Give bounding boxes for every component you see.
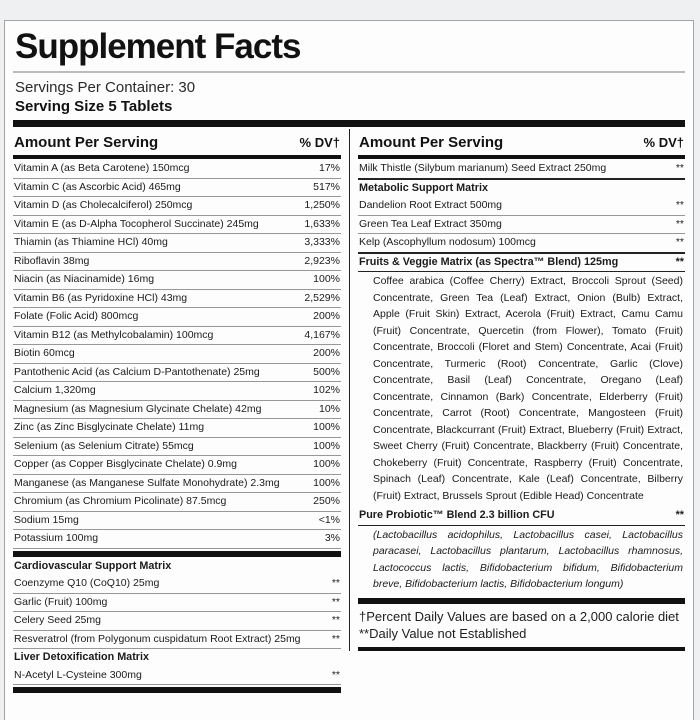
- nutrient-name: Selenium (as Selenium Citrate) 55mcg: [14, 439, 194, 452]
- title-divider: [13, 71, 685, 73]
- daily-value: 1,250%: [304, 199, 340, 211]
- nutrient-row: [358, 160, 685, 180]
- daily-value: 100%: [313, 476, 340, 489]
- nutrient-name: Sodium 15mg: [14, 513, 79, 526]
- daily-value: 500%: [313, 365, 340, 378]
- nutrient-row: [13, 308, 341, 327]
- daily-value: **: [675, 509, 684, 521]
- blend-header-row: [358, 507, 685, 526]
- nutrient-row: [13, 530, 341, 549]
- section-header-row: [13, 558, 341, 576]
- nutrient-name: Resveratrol (from Polygonum cuspidatum Root Extract) 25mg: [14, 632, 301, 645]
- nutrient-name: Kelp (Ascophyllum nodosum) 100mcg: [359, 236, 536, 248]
- daily-value: 2,923%: [304, 254, 340, 267]
- nutrient-name: Vitamin E (as D-Alpha Tocopherol Succinate) 245mg: [14, 217, 259, 230]
- daily-value: 1,633%: [304, 217, 340, 230]
- right-header-bar: [358, 155, 685, 159]
- percent-dv-label: % DV†: [643, 135, 684, 150]
- nutrient-name: Coenzyme Q10 (CoQ10) 25mg: [14, 577, 160, 589]
- nutrient-name: Liver Detoxification Matrix: [14, 651, 149, 663]
- daily-value: 17%: [318, 162, 340, 174]
- daily-value: **: [675, 199, 684, 211]
- daily-value: 100%: [313, 421, 340, 433]
- left-rows: [13, 160, 341, 693]
- daily-value: **: [675, 236, 684, 248]
- daily-value: **: [675, 162, 684, 174]
- nutrient-row: [13, 253, 341, 272]
- nutrient-name: Metabolic Support Matrix: [359, 181, 488, 194]
- nutrient-name: Vitamin C (as Ascorbic Acid) 465mg: [14, 180, 181, 193]
- thick-divider: [13, 687, 341, 693]
- footnote-daily-values: †Percent Daily Values are based on a 2,000 calorie diet: [359, 608, 679, 624]
- daily-value: 100%: [313, 439, 340, 452]
- daily-value: 102%: [313, 384, 340, 396]
- nutrient-name: Chromium (as Chromium Picolinate) 87.5mcg: [14, 495, 227, 507]
- nutrient-row: [13, 493, 341, 512]
- left-column-header: [13, 129, 341, 155]
- daily-value: 3,333%: [304, 236, 340, 248]
- nutrient-row: [358, 234, 685, 254]
- page-title: Supplement Facts: [15, 27, 301, 66]
- daily-value: **: [331, 577, 340, 589]
- facts-columns: [13, 129, 685, 694]
- nutrient-row: [13, 631, 341, 650]
- supplement-facts-panel: [4, 20, 694, 720]
- nutrient-name: Vitamin A (as Beta Carotene) 150mcg: [14, 162, 190, 174]
- blend-ingredients-text: (Lactobacillus acidophilus, Lactobacillus casei, Lactobacillus paracasei, Lactobacillus plantarum, Lactobacillus rhamnosus, Lactococcus lactis, Bifidobacterium bifidum, Bifidobacterium breve, Bifidobacterium lactis, Bifidobacterium longum): [373, 528, 683, 590]
- daily-value: **: [331, 595, 340, 608]
- nutrient-row: [13, 234, 341, 253]
- thick-divider-top: [13, 120, 685, 127]
- nutrient-name: Pantothenic Acid (as Calcium D-Pantothenate) 25mg: [14, 365, 260, 378]
- nutrient-row: [13, 160, 341, 179]
- nutrient-name: Zinc (as Zinc Bisglycinate Chelate) 11mg: [14, 421, 205, 433]
- daily-value: 2,529%: [304, 291, 340, 304]
- nutrient-row: [13, 179, 341, 198]
- nutrient-name: N-Acetyl L-Cysteine 300mg: [14, 668, 142, 681]
- right-column-header: [358, 129, 685, 155]
- amount-per-serving-label: Amount Per Serving: [359, 134, 504, 151]
- daily-value: **: [331, 668, 340, 681]
- nutrient-name: Garlic (Fruit) 100mg: [14, 595, 108, 608]
- nutrient-name: Dandelion Root Extract 500mg: [359, 199, 502, 211]
- right-rows: [358, 160, 685, 596]
- nutrient-name: Manganese (as Manganese Sulfate Monohydrate) 2.3mg: [14, 476, 280, 489]
- nutrient-name: Calcium 1,320mg: [14, 384, 96, 396]
- nutrient-name: Green Tea Leaf Extract 350mg: [359, 217, 502, 230]
- nutrient-row: [13, 575, 341, 594]
- nutrient-row: [13, 290, 341, 309]
- nutrient-row: [13, 401, 341, 420]
- left-column: [13, 129, 349, 694]
- nutrient-row: [13, 438, 341, 457]
- nutrient-row: [13, 475, 341, 494]
- nutrient-row: [13, 197, 341, 216]
- daily-value: 100%: [313, 273, 340, 285]
- daily-value: 200%: [313, 347, 340, 359]
- footnotes: [358, 598, 685, 651]
- serving-size: Serving Size 5 Tablets: [15, 98, 173, 115]
- daily-value: 4,167%: [304, 328, 340, 341]
- nutrient-row: [13, 345, 341, 364]
- blend-header-row: [358, 254, 685, 273]
- nutrient-row: [13, 594, 341, 613]
- daily-value: 10%: [318, 402, 340, 415]
- percent-dv-label: % DV†: [299, 135, 340, 150]
- nutrient-name: Thiamin (as Thiamine HCl) 40mg: [14, 236, 168, 248]
- nutrient-name: Niacin (as Niacinamide) 16mg: [14, 273, 155, 285]
- daily-value: **: [331, 632, 340, 645]
- nutrient-row: [13, 512, 341, 531]
- nutrient-name: Celery Seed 25mg: [14, 614, 101, 626]
- daily-value: 100%: [313, 458, 340, 470]
- footnote-dv-not-established: **Daily Value not Established: [359, 625, 527, 641]
- daily-value: <1%: [318, 513, 340, 526]
- nutrient-row: [358, 216, 685, 235]
- daily-value: 517%: [313, 180, 340, 193]
- nutrient-row: [13, 456, 341, 475]
- nutrient-name: Potassium 100mg: [14, 532, 99, 544]
- section-header-row: [358, 180, 685, 198]
- daily-value: 200%: [313, 310, 340, 322]
- right-column: [349, 129, 685, 651]
- amount-per-serving-label: Amount Per Serving: [14, 134, 159, 151]
- nutrient-row: [358, 197, 685, 216]
- nutrient-name: Vitamin B12 (as Methylcobalamin) 100mcg: [14, 328, 214, 341]
- nutrient-row: [13, 216, 341, 235]
- nutrient-row: [13, 382, 341, 401]
- left-header-bar: [13, 155, 341, 159]
- daily-value: 3%: [324, 532, 340, 544]
- nutrient-row: [13, 271, 341, 290]
- blend-ingredients-text: Coffee arabica (Coffee Cherry) Extract, Broccoli Sprout (Seed) Concentrate, Green Tea (Leaf) Extract, Onion (Bulb) Extract, Apple (Fruit Skin) Extract, Acerola (Fruit) Extract, Camu Camu (Fruit) Concentrate, Quercetin (from Flower), Tomato (Fruit) Concentrate, Broccoli (Floret and Stem) Concentrate, Acai (Fruit) Concentrate, Turmeric (Root) Concentrate, Garlic (Clove) Concentrate, Basil (Leaf) Concentrate, Oregano (Leaf) Concentrate, Cinnamon (Bark) Concentrate, Elderberry (Fruit) Concentrate, Carrot (Root) Concentrate, Mangosteen (Fruit) Concentrate, Blackcurrant (Fruit) Extract, Blueberry (Fruit) Extract, Sweet Cherry (Fruit) Concentrate, Blackberry (Fruit) Concentrate, Chokeberry (Fruit) Concentrate, Raspberry (Fruit) Concentrate, Spinach (Leaf) Concentrate, Kale (Leaf) Concentrate, Bilberry (Fruit) Extract, Brussels Sprout (Edible Head) Concentrate: [373, 275, 683, 502]
- daily-value: **: [675, 217, 684, 230]
- daily-value: **: [331, 614, 340, 626]
- nutrient-name: Biotin 60mcg: [14, 347, 75, 359]
- nutrient-name: Fruits & Veggie Matrix (as Spectra™ Blend) 125mg: [359, 255, 619, 268]
- nutrient-name: Milk Thistle (Silybum marianum) Seed Extract 250mg: [359, 162, 607, 174]
- section-header-row: [13, 649, 341, 667]
- nutrient-row: [13, 612, 341, 631]
- nutrient-name: Riboflavin 38mg: [14, 254, 90, 267]
- servings-per-container: Servings Per Container: 30: [15, 79, 196, 96]
- nutrient-name: Cardiovascular Support Matrix: [14, 559, 172, 572]
- nutrient-name: Pure Probiotic™ Blend 2.3 billion CFU: [359, 509, 555, 521]
- nutrient-row: [13, 667, 341, 686]
- nutrient-name: Copper (as Copper Bisglycinate Chelate) 0.9mg: [14, 458, 237, 470]
- nutrient-row: [13, 364, 341, 383]
- daily-value: 250%: [313, 495, 340, 507]
- nutrient-name: Vitamin B6 (as Pyridoxine HCl) 43mg: [14, 291, 188, 304]
- daily-value: **: [675, 255, 684, 268]
- thick-divider: [13, 551, 341, 557]
- nutrient-row: [13, 419, 341, 438]
- nutrient-name: Vitamin D (as Cholecalciferol) 250mcg: [14, 199, 193, 211]
- nutrient-row: [13, 327, 341, 346]
- nutrient-name: Folate (Folic Acid) 800mcg: [14, 310, 139, 322]
- nutrient-name: Magnesium (as Magnesium Glycinate Chelate) 42mg: [14, 402, 262, 415]
